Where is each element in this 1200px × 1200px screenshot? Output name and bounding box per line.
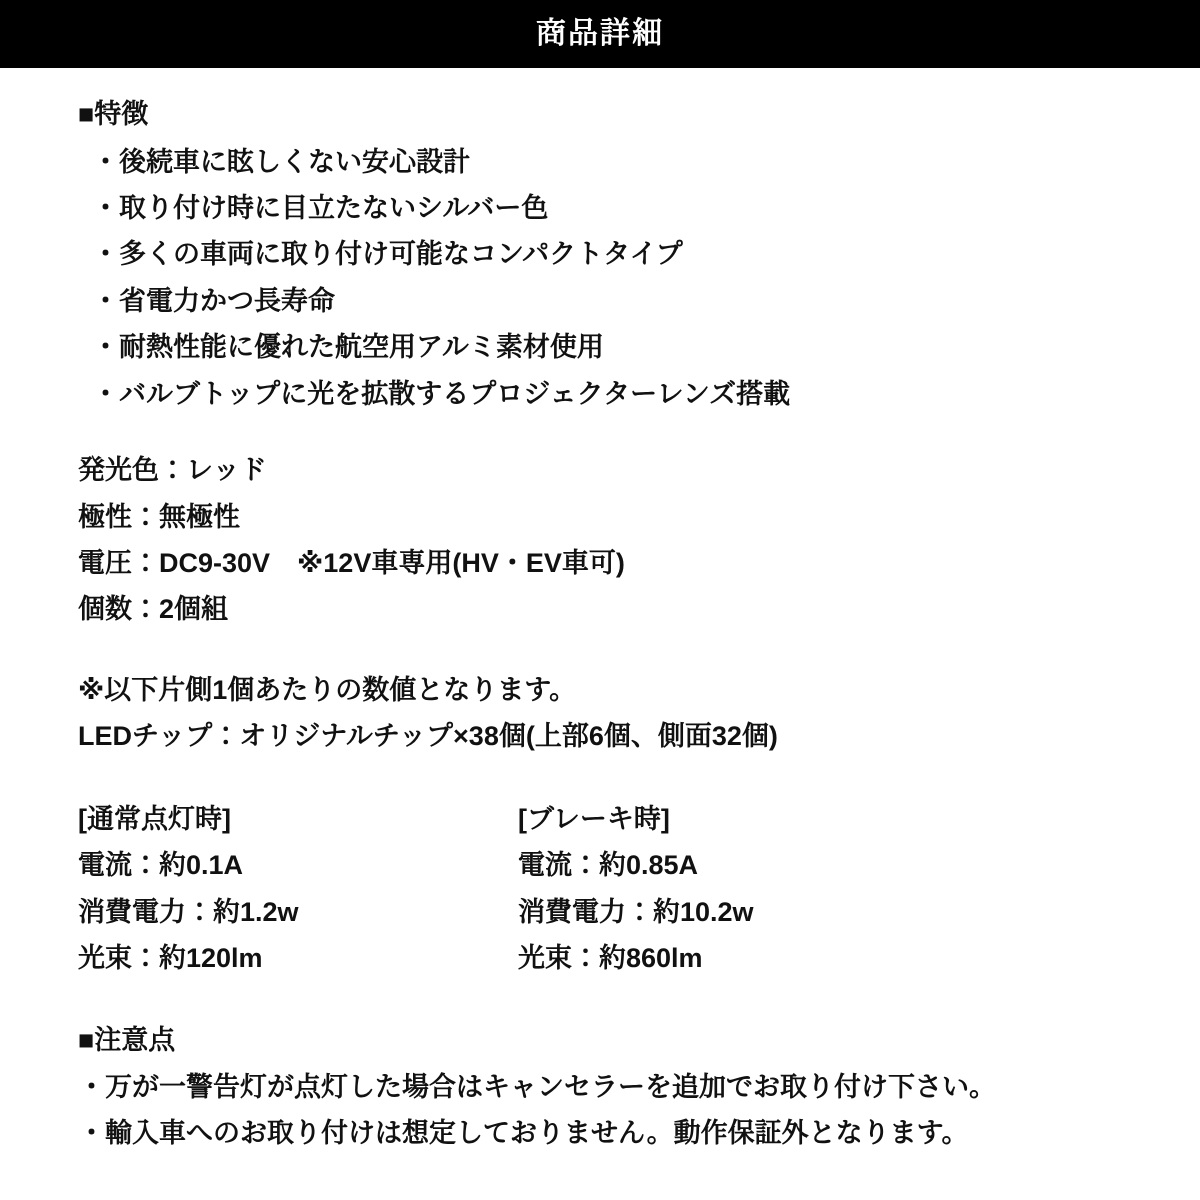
list-item: ・輸入車へのお取り付けは想定しておりません。動作保証外となります。 — [78, 1118, 969, 1149]
column-title: [ブレーキ時] — [518, 803, 670, 834]
list-item: ・万が一警告灯が点灯した場合はキャンセラーを追加でお取り付け下さい。 — [78, 1072, 996, 1102]
column-brake-lighting — [518, 796, 958, 982]
list-item: ・省電力かつ長寿命 — [92, 285, 335, 316]
note-line-led-chip: LEDチップ：オリジナルチップ×38個(上部6個、側面32個) — [78, 721, 778, 752]
list-item: ・後続車に眩しくない安心設計 — [92, 146, 470, 177]
header-bar — [0, 0, 1200, 68]
page-title: 商品詳細 — [536, 17, 664, 50]
column-line-power: 消費電力：約1.2w — [78, 896, 299, 927]
spec-line-voltage: 電圧：DC9-30V ※12V車専用(HV・EV車可) — [78, 548, 625, 578]
spec-line-polarity: 極性：無極性 — [78, 501, 240, 532]
column-line-luminous-flux: 光束：約860lm — [518, 943, 703, 974]
features-section — [78, 94, 1144, 417]
list-item: ・バルブトップに光を拡散するプロジェクターレンズ搭載 — [92, 378, 791, 409]
column-line-current: 電流：約0.1A — [78, 850, 244, 881]
spec-line-color: 発光色：レッド — [78, 455, 267, 486]
content-area — [0, 68, 1200, 1157]
list-item: ・取り付け時に目立たないシルバー色 — [92, 192, 549, 223]
note-line-per-unit: ※以下片側1個あたりの数値となります。 — [78, 674, 577, 705]
list-item: ・多くの車両に取り付け可能なコンパクトタイプ — [92, 239, 683, 270]
features-heading: ■特徴 — [78, 99, 149, 129]
column-line-power: 消費電力：約10.2w — [518, 896, 754, 927]
spec-line-quantity: 個数：2個組 — [78, 594, 229, 625]
list-item: ・耐熱性能に優れた航空用アルミ素材使用 — [92, 332, 604, 363]
column-title: [通常点灯時] — [78, 803, 231, 834]
column-line-current: 電流：約0.85A — [518, 850, 699, 881]
measurements-columns — [78, 796, 1144, 982]
cautions-heading: ■注意点 — [78, 1024, 176, 1055]
column-normal-lighting — [78, 796, 518, 982]
specifications-section — [78, 447, 1144, 633]
column-line-luminous-flux: 光束：約120lm — [78, 943, 263, 974]
features-list — [78, 139, 1144, 418]
notes-section — [78, 667, 1144, 760]
cautions-section — [78, 1020, 1144, 1157]
